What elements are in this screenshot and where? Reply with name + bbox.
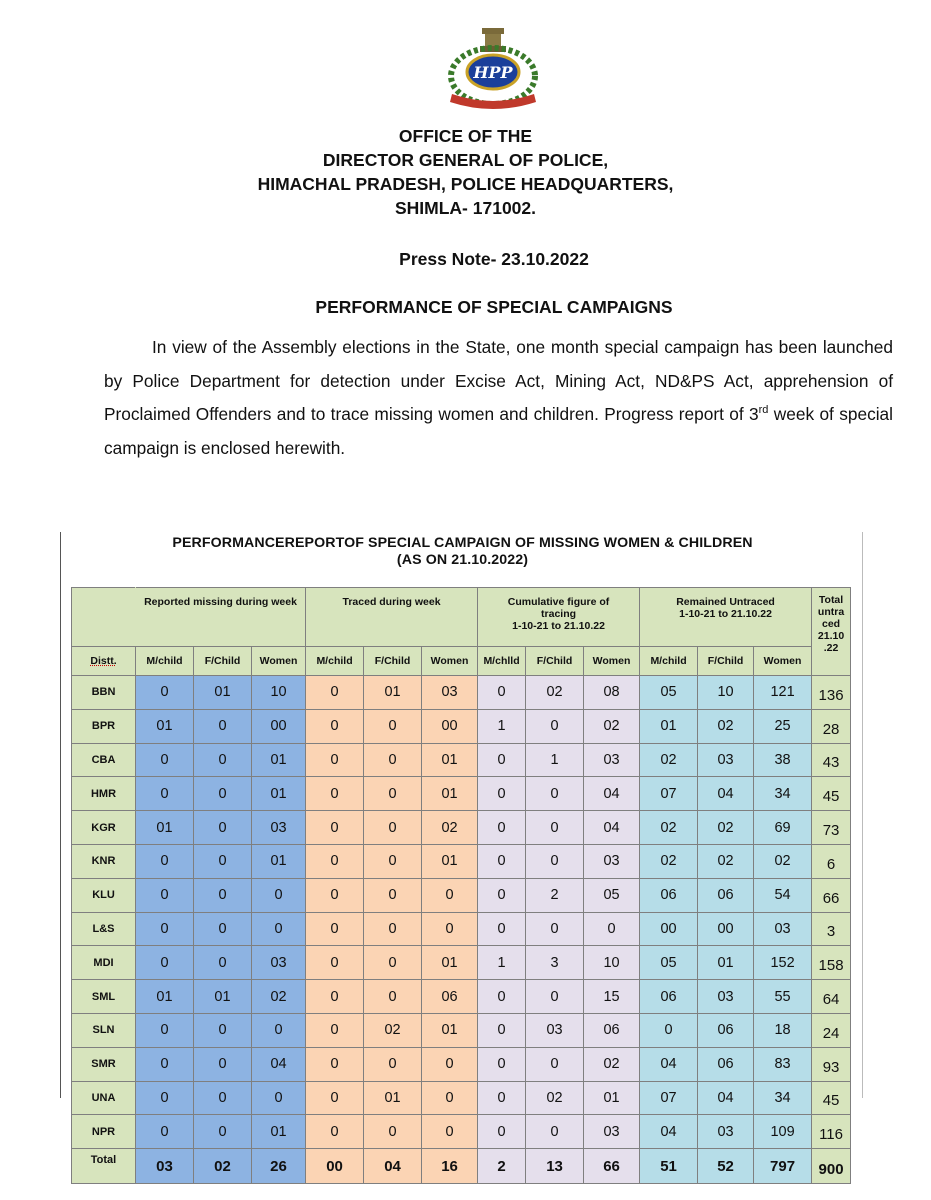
value-cell: 0 [136,1013,194,1047]
value-cell: 0 [422,1115,478,1149]
value-cell: 0 [252,1081,306,1115]
value-cell: 0 [526,912,584,946]
value-cell: 109 [754,1115,812,1149]
value-cell: 03 [252,946,306,980]
value-cell: 0 [252,1013,306,1047]
remained-header-l2: 1-10-21 to 21.10.22 [679,608,772,620]
report-title-line-1: PERFORMANCEREPORTOF SPECIAL CAMPAIGN OF MISSING WOMEN & CHILDREN [172,535,753,551]
value-cell: 0 [526,1115,584,1149]
value-cell: 24 [812,1013,851,1047]
value-cell: 0 [194,946,252,980]
value-cell: 01 [252,743,306,777]
value-cell: 10 [584,946,640,980]
value-cell: 0 [364,811,422,845]
value-cell: 66 [812,878,851,912]
value-cell: 0 [136,878,194,912]
value-cell: 0 [526,844,584,878]
value-cell: 0 [478,980,526,1014]
group-header-row [72,588,851,647]
value-cell: 01 [698,946,754,980]
remained-header-l1: Remained Untraced [676,596,775,608]
district-cell: UNA [72,1081,136,1115]
value-cell: 0 [364,1115,422,1149]
district-cell: NPR [72,1115,136,1149]
value-cell: 1 [478,946,526,980]
value-cell: 06 [698,878,754,912]
value-cell: 02 [698,811,754,845]
group-traced-header: Traced during week [306,588,478,647]
value-cell: 28 [812,709,851,743]
value-cell: 04 [584,811,640,845]
col-header: M/child [136,647,194,676]
value-cell: 02 [194,1149,252,1184]
value-cell: 0 [478,676,526,710]
value-cell: 04 [252,1047,306,1081]
value-cell: 06 [584,1013,640,1047]
value-cell: 02 [698,844,754,878]
value-cell: 01 [136,709,194,743]
value-cell: 0 [194,1013,252,1047]
value-cell: 1 [526,743,584,777]
value-cell: 02 [584,709,640,743]
value-cell: 0 [136,777,194,811]
value-cell: 01 [422,946,478,980]
value-cell: 0 [478,1115,526,1149]
letterhead-line-3: HIMACHAL PRADESH, POLICE HEADQUARTERS, [257,174,674,194]
total-row [72,1149,851,1184]
value-cell: 02 [640,844,698,878]
intro-paragraph [104,331,893,465]
value-cell: 01 [584,1081,640,1115]
value-cell: 01 [252,777,306,811]
value-cell: 116 [812,1115,851,1149]
value-cell: 03 [526,1013,584,1047]
value-cell: 0 [136,844,194,878]
total-untraced-header [812,588,851,676]
value-cell: 0 [194,709,252,743]
value-cell: 45 [812,1081,851,1115]
table-row [72,777,851,811]
value-cell: 34 [754,777,812,811]
district-cell: MDI [72,946,136,980]
value-cell: 0 [306,777,364,811]
value-cell: 0 [306,1081,364,1115]
value-cell: 01 [194,980,252,1014]
district-cell: SLN [72,1013,136,1047]
report-table [71,587,851,1184]
value-cell: 0 [478,743,526,777]
value-cell: 3 [526,946,584,980]
value-cell: 0 [194,743,252,777]
value-cell: 02 [640,743,698,777]
value-cell: 25 [754,709,812,743]
value-cell: 26 [252,1149,306,1184]
value-cell: 0 [306,1047,364,1081]
value-cell: 0 [478,1013,526,1047]
sub-header-row [72,647,851,676]
value-cell: 0 [526,811,584,845]
value-cell: 04 [584,777,640,811]
value-cell: 0 [306,878,364,912]
value-cell: 54 [754,878,812,912]
district-cell: SMR [72,1047,136,1081]
press-note-date: Press Note- 23.10.2022 [399,249,589,269]
value-cell: 0 [306,709,364,743]
table-row [72,1013,851,1047]
value-cell: 0 [136,1047,194,1081]
value-cell: 0 [306,676,364,710]
hp-police-emblem-icon [438,28,548,110]
value-cell: 0 [194,912,252,946]
value-cell: 06 [640,980,698,1014]
value-cell: 0 [306,946,364,980]
value-cell: 01 [136,811,194,845]
paragraph-text: In view of the Assembly elections in the State, one month special campaign has been launched by Police Department for detection under Excise Act, Mining Act, ND&PS Act, apprehension of Proclaimed Offenders and to trace missing women and children. Progress report of 3 [104,337,893,424]
value-cell: 01 [252,844,306,878]
district-cell: Total [72,1149,136,1184]
value-cell: 0 [306,1013,364,1047]
value-cell: 02 [754,844,812,878]
value-cell: 0 [252,878,306,912]
value-cell: 0 [136,1081,194,1115]
cumulative-header-l3: 1-10-21 to 21.10.22 [512,620,605,632]
value-cell: 01 [364,676,422,710]
value-cell: 0 [306,912,364,946]
value-cell: 03 [584,1115,640,1149]
report-frame-left [60,532,61,1098]
table-row [72,811,851,845]
total-header-l1: Total [818,594,844,606]
subject-heading: PERFORMANCE OF SPECIAL CAMPAIGNS [315,297,673,317]
value-cell: 01 [422,1013,478,1047]
value-cell: 34 [754,1081,812,1115]
value-cell: 05 [640,946,698,980]
value-cell: 0 [526,1047,584,1081]
value-cell: 0 [364,980,422,1014]
cumulative-header-l1: Cumulative figure of [507,596,610,608]
col-header: Women [252,647,306,676]
value-cell: 83 [754,1047,812,1081]
value-cell: 04 [698,777,754,811]
value-cell: 0 [136,946,194,980]
value-cell: 38 [754,743,812,777]
value-cell: 05 [584,878,640,912]
col-header: Women [754,647,812,676]
district-cell: CBA [72,743,136,777]
total-header-l3: ced [822,618,841,630]
letterhead [0,124,931,220]
value-cell: 0 [364,844,422,878]
col-header: M/child [640,647,698,676]
value-cell: 04 [640,1115,698,1149]
report-title-line-2: (AS ON 21.10.2022) [396,552,529,568]
value-cell: 0 [364,912,422,946]
letterhead-line-4: SHIMLA- 171002. [394,198,537,218]
report-table-body [72,676,851,1184]
value-cell: 0 [306,811,364,845]
value-cell: 0 [136,676,194,710]
value-cell: 69 [754,811,812,845]
table-row [72,676,851,710]
table-row [72,878,851,912]
district-cell: BBN [72,676,136,710]
value-cell: 02 [526,1081,584,1115]
district-cell: HMR [72,777,136,811]
value-cell: 03 [422,676,478,710]
value-cell: 01 [136,980,194,1014]
value-cell: 07 [640,1081,698,1115]
col-header: F/Child [364,647,422,676]
value-cell: 0 [364,777,422,811]
col-header: Women [422,647,478,676]
value-cell: 0 [194,844,252,878]
col-header: F/Child [526,647,584,676]
value-cell: 01 [422,743,478,777]
value-cell: 06 [698,1047,754,1081]
value-cell: 0 [364,878,422,912]
value-cell: 0 [194,878,252,912]
value-cell: 2 [526,878,584,912]
district-cell: SML [72,980,136,1014]
paragraph-sup: rd [758,404,769,417]
value-cell: 16 [422,1149,478,1184]
total-header-l5: .22 [823,642,839,654]
value-cell: 04 [364,1149,422,1184]
value-cell: 0 [306,743,364,777]
value-cell: 01 [252,1115,306,1149]
value-cell: 0 [584,912,640,946]
value-cell: 900 [812,1149,851,1184]
value-cell: 0 [136,1115,194,1149]
district-cell: L&S [72,912,136,946]
table-row [72,743,851,777]
value-cell: 03 [754,912,812,946]
value-cell: 0 [478,1081,526,1115]
table-row [72,844,851,878]
value-cell: 0 [478,878,526,912]
value-cell: 03 [252,811,306,845]
value-cell: 64 [812,980,851,1014]
total-header-l4: 21.10 [817,630,845,642]
value-cell: 797 [754,1149,812,1184]
value-cell: 07 [640,777,698,811]
value-cell: 0 [252,912,306,946]
col-header: F/Child [698,647,754,676]
district-cell: KGR [72,811,136,845]
value-cell: 0 [364,1047,422,1081]
table-row [72,1047,851,1081]
col-header: Women [584,647,640,676]
value-cell: 0 [478,912,526,946]
value-cell: 06 [640,878,698,912]
value-cell: 93 [812,1047,851,1081]
value-cell: 0 [422,1047,478,1081]
value-cell: 0 [526,709,584,743]
letterhead-line-2: DIRECTOR GENERAL OF POLICE, [322,150,609,170]
value-cell: 00 [698,912,754,946]
value-cell: 13 [526,1149,584,1184]
value-cell: 00 [252,709,306,743]
value-cell: 05 [640,676,698,710]
value-cell: 02 [364,1013,422,1047]
value-cell: 01 [422,844,478,878]
value-cell: 73 [812,811,851,845]
value-cell: 1 [478,709,526,743]
district-cell: KLU [72,878,136,912]
district-cell: BPR [72,709,136,743]
value-cell: 01 [194,676,252,710]
value-cell: 00 [422,709,478,743]
value-cell: 0 [526,777,584,811]
cumulative-header-l2: tracing [541,608,577,620]
value-cell: 10 [252,676,306,710]
value-cell: 01 [422,777,478,811]
letterhead-line-1: OFFICE OF THE [398,126,533,146]
value-cell: 0 [364,946,422,980]
value-cell: 121 [754,676,812,710]
value-cell: 03 [584,844,640,878]
value-cell: 0 [306,980,364,1014]
value-cell: 02 [252,980,306,1014]
value-cell: 18 [754,1013,812,1047]
table-row [72,1081,851,1115]
value-cell: 0 [364,743,422,777]
value-cell: 152 [754,946,812,980]
svg-text:HPP: HPP [473,63,513,82]
value-cell: 01 [364,1081,422,1115]
value-cell: 03 [136,1149,194,1184]
value-cell: 06 [698,1013,754,1047]
value-cell: 136 [812,676,851,710]
col-header: M/child [306,647,364,676]
table-row [72,912,851,946]
paragraph-text-end: week of special campaign is enclosed herewith. [104,404,894,458]
value-cell: 00 [306,1149,364,1184]
value-cell: 08 [584,676,640,710]
district-cell: KNR [72,844,136,878]
value-cell: 03 [584,743,640,777]
value-cell: 0 [478,777,526,811]
value-cell: 0 [194,777,252,811]
total-header-l2: untra [817,606,845,618]
table-row [72,980,851,1014]
value-cell: 02 [640,811,698,845]
value-cell: 0 [422,1081,478,1115]
value-cell: 55 [754,980,812,1014]
col-header: F/Child [194,647,252,676]
value-cell: 0 [478,1047,526,1081]
value-cell: 02 [698,709,754,743]
value-cell: 66 [584,1149,640,1184]
value-cell: 03 [698,980,754,1014]
value-cell: 0 [194,1047,252,1081]
value-cell: 04 [698,1081,754,1115]
value-cell: 0 [364,709,422,743]
value-cell: 2 [478,1149,526,1184]
value-cell: 0 [422,878,478,912]
value-cell: 0 [478,844,526,878]
report-title [60,535,865,569]
value-cell: 0 [478,811,526,845]
value-cell: 0 [640,1013,698,1047]
value-cell: 0 [306,1115,364,1149]
value-cell: 45 [812,777,851,811]
value-cell: 0 [526,980,584,1014]
value-cell: 0 [194,1115,252,1149]
table-row [72,1115,851,1149]
value-cell: 0 [136,743,194,777]
value-cell: 15 [584,980,640,1014]
value-cell: 51 [640,1149,698,1184]
value-cell: 0 [194,811,252,845]
value-cell: 02 [526,676,584,710]
value-cell: 10 [698,676,754,710]
value-cell: 04 [640,1047,698,1081]
value-cell: 0 [136,912,194,946]
value-cell: 06 [422,980,478,1014]
value-cell: 02 [422,811,478,845]
value-cell: 01 [640,709,698,743]
value-cell: 03 [698,743,754,777]
distt-header: Distt. [72,647,136,676]
value-cell: 00 [640,912,698,946]
table-row [72,946,851,980]
value-cell: 0 [422,912,478,946]
col-header: M/chlld [478,647,526,676]
value-cell: 158 [812,946,851,980]
value-cell: 0 [306,844,364,878]
value-cell: 03 [698,1115,754,1149]
value-cell: 02 [584,1047,640,1081]
table-row [72,709,851,743]
value-cell: 3 [812,912,851,946]
group-cumulative-header [478,588,640,647]
group-remained-header [640,588,812,647]
value-cell: 52 [698,1149,754,1184]
value-cell: 0 [194,1081,252,1115]
value-cell: 43 [812,743,851,777]
report-frame-right [862,532,863,1098]
value-cell: 6 [812,844,851,878]
group-reported-header: Reported missing during week [136,588,306,647]
